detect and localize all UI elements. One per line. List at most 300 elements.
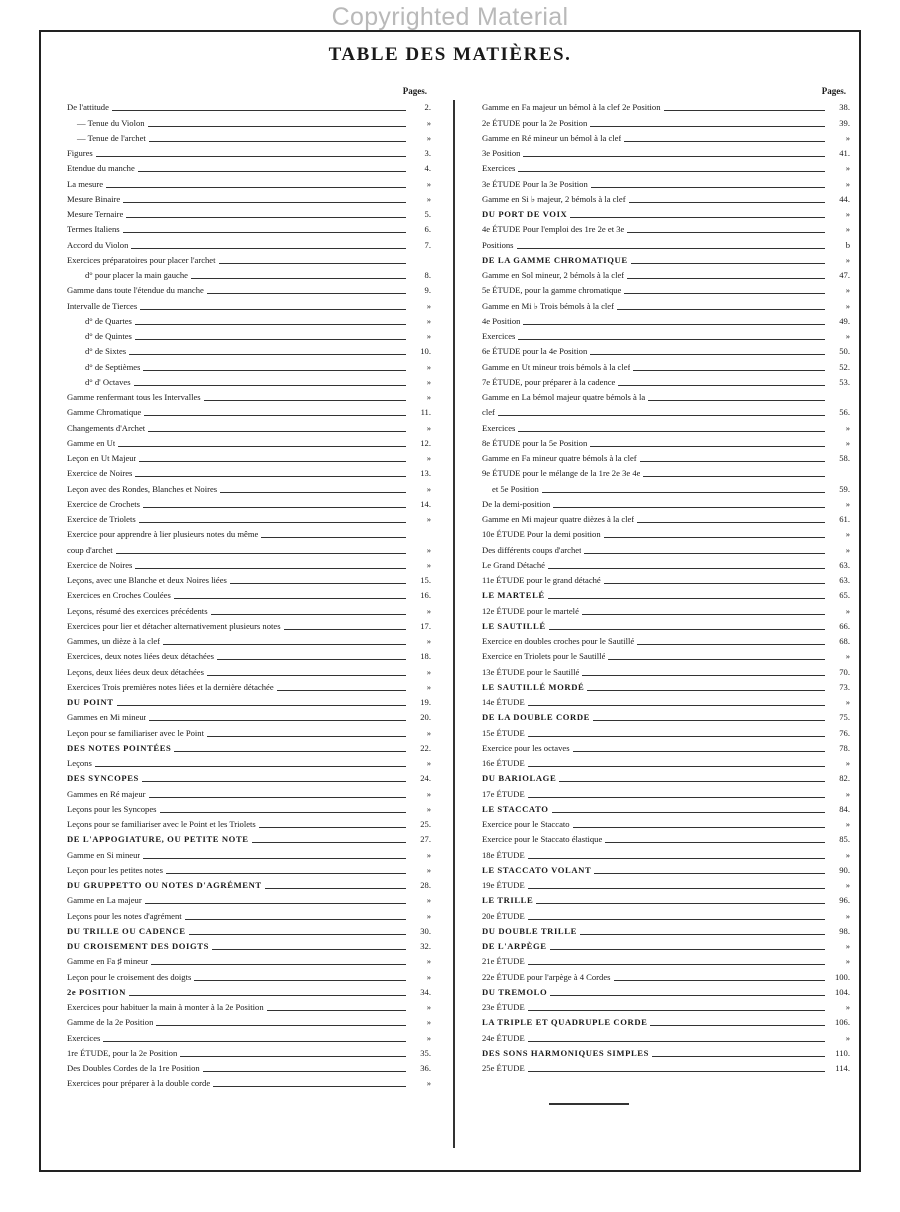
toc-entry — [67, 296, 431, 311]
toc-entry-page: » — [845, 331, 850, 341]
toc-entry-title: 18e ÉTUDE — [482, 849, 525, 860]
dot-leader — [553, 507, 825, 508]
dot-leader — [614, 980, 825, 981]
toc-entry — [67, 1028, 431, 1043]
dot-leader — [116, 553, 406, 554]
dot-leader — [548, 568, 825, 569]
dot-leader — [95, 766, 406, 767]
dot-leader — [284, 629, 406, 630]
toc-entry — [482, 784, 850, 799]
toc-entry-title: Leçons pour les Syncopes — [67, 803, 157, 814]
toc-entry-title: DU GRUPPETTO OU NOTES D'AGRÉMENT — [67, 880, 262, 890]
toc-entry-page: » — [845, 651, 850, 662]
dot-leader — [145, 903, 406, 904]
end-rule — [549, 1103, 629, 1105]
toc-entry-page: 16. — [420, 590, 431, 601]
dot-leader — [217, 659, 406, 660]
toc-entry-title: LE MARTELÉ — [482, 590, 545, 601]
dot-leader — [160, 812, 406, 813]
toc-entry — [67, 647, 431, 662]
toc-entry — [67, 617, 431, 632]
dot-leader — [134, 385, 406, 386]
toc-entry-title: Exercices — [482, 331, 516, 341]
toc-entry-page: » — [426, 514, 431, 524]
toc-entry — [67, 800, 431, 815]
toc-entry-page: » — [426, 864, 431, 875]
toc-entry — [482, 98, 850, 113]
toc-entry-title: Leçons pour les notes d'agrément — [67, 910, 182, 921]
toc-entry-title: Gammes, un dièze à la clef — [67, 636, 161, 646]
toc-entry-page: 65. — [839, 590, 850, 601]
toc-entry — [67, 784, 431, 799]
toc-entry — [67, 983, 431, 998]
toc-entry-title: Mesure Ternaire — [67, 209, 124, 219]
pages-header-left: Pages. — [402, 86, 427, 96]
toc-entry — [482, 434, 850, 449]
toc-entry-title: Leçon pour les petites notes — [67, 864, 163, 875]
dot-leader — [143, 370, 406, 371]
toc-entry-page: 8. — [424, 270, 431, 280]
toc-entry-page: 7. — [424, 239, 431, 250]
toc-entry-title: Leçons, avec une Blanche et deux Noires liées — [67, 575, 227, 585]
toc-column-left — [67, 84, 431, 1089]
toc-entry — [482, 296, 850, 311]
dot-leader — [528, 1010, 825, 1011]
toc-entry — [67, 495, 431, 510]
toc-entry — [67, 174, 431, 189]
toc-entry-title: Gamme renfermant tous les Intervalles — [67, 392, 201, 402]
toc-entry-page: » — [426, 758, 431, 768]
dot-leader — [149, 797, 406, 798]
toc-entry-page: » — [426, 849, 431, 860]
toc-entry-title: LA TRIPLE ET QUADRUPLE CORDE — [482, 1017, 648, 1028]
toc-entry-page: » — [426, 1078, 431, 1089]
toc-entry — [482, 159, 850, 174]
toc-entry — [67, 281, 431, 296]
toc-entry — [67, 556, 431, 571]
toc-entry-page: 85. — [839, 834, 850, 845]
toc-entry — [67, 693, 431, 708]
dot-leader — [207, 675, 406, 676]
toc-entry — [482, 174, 850, 189]
toc-entry-title: La mesure — [67, 178, 104, 189]
toc-entry — [482, 190, 850, 205]
toc-entry-title: 13e ÉTUDE pour le Sautillé — [482, 666, 580, 677]
toc-entry-page: 38. — [839, 102, 850, 113]
dot-leader — [498, 415, 825, 416]
toc-entry-title: Gamme en La majeur — [67, 895, 142, 906]
toc-entry-title: Gammes en Mi mineur — [67, 712, 147, 723]
toc-entry-page: 63. — [839, 575, 850, 585]
dot-leader — [528, 797, 825, 798]
toc-entry-page: 70. — [839, 666, 850, 677]
toc-entry-page: 56. — [839, 407, 850, 418]
toc-entry-page: 75. — [839, 712, 850, 723]
toc-entry-title: Changements d'Archet — [67, 422, 146, 433]
toc-entry-title: Etendue du manche — [67, 163, 135, 174]
dot-leader — [252, 842, 406, 843]
toc-entry-page: » — [426, 178, 431, 189]
toc-entry-title: Gamme en Ré mineur un bémol à la clef — [482, 132, 622, 143]
toc-entry — [482, 693, 850, 708]
toc-entry — [67, 525, 431, 540]
toc-entry-title: Des différents coups d'archet — [482, 544, 582, 555]
dot-leader — [591, 187, 825, 188]
dot-leader — [106, 187, 406, 188]
toc-entry-page: » — [426, 559, 431, 570]
toc-entry-title: clef — [482, 407, 495, 418]
dot-leader — [604, 583, 825, 584]
toc-entry-title: coup d'archet — [67, 544, 113, 555]
toc-entry — [67, 678, 431, 693]
dot-leader — [650, 1025, 825, 1026]
toc-entry-title: 17e ÉTUDE — [482, 788, 525, 799]
toc-entry — [482, 662, 850, 677]
dot-leader — [594, 873, 825, 874]
toc-entry-title: DU DOUBLE TRILLE — [482, 925, 577, 936]
dot-leader — [629, 202, 825, 203]
toc-entry-page: » — [845, 498, 850, 509]
toc-entry-page: » — [845, 697, 850, 707]
toc-entry — [67, 815, 431, 830]
dot-leader — [265, 888, 406, 889]
toc-entry-title: d° de Septièmes — [85, 361, 141, 372]
toc-entry-page: » — [426, 971, 431, 982]
dot-leader — [123, 232, 406, 233]
toc-entry — [482, 586, 850, 601]
toc-entry — [67, 708, 431, 723]
dot-leader — [584, 553, 825, 554]
toc-entry-page: » — [426, 681, 431, 692]
toc-entry-page: 106. — [834, 1017, 850, 1028]
toc-entry-page: » — [845, 437, 850, 448]
toc-entry — [67, 937, 431, 952]
dot-leader — [631, 263, 825, 264]
toc-entry-page: » — [426, 392, 431, 402]
dot-leader — [230, 583, 406, 584]
toc-entry-page: 19. — [420, 697, 431, 707]
toc-entry-title: 10e ÉTUDE Pour la demi position — [482, 529, 601, 540]
dot-leader — [608, 659, 825, 660]
toc-entry-title: Positions — [482, 239, 514, 250]
toc-entry-title: Accord du Violon — [67, 239, 129, 250]
dot-leader — [207, 293, 406, 294]
toc-entry-title: DES NOTES POINTÉES — [67, 742, 172, 753]
toc-entry-title: 2e ÉTUDE pour la 2e Position — [482, 117, 588, 128]
toc-entry — [67, 205, 431, 220]
dot-leader — [570, 217, 825, 218]
toc-entry-page: 96. — [839, 895, 850, 906]
toc-entry-title: DE LA GAMME CHROMATIQUE — [482, 254, 628, 265]
toc-entry — [67, 952, 431, 967]
toc-entry-page: 49. — [839, 315, 850, 326]
toc-entry-title: DE L'ARPÈGE — [482, 941, 547, 951]
dot-leader — [640, 461, 825, 462]
column-divider — [453, 100, 455, 1148]
toc-entry — [67, 1013, 431, 1028]
toc-entry-page: 98. — [839, 925, 850, 936]
dot-leader — [220, 492, 406, 493]
toc-entry-page: 90. — [839, 864, 850, 875]
dot-leader — [528, 736, 825, 737]
toc-entry-page: » — [426, 376, 431, 387]
dot-leader — [207, 736, 406, 737]
dot-leader — [637, 522, 825, 523]
toc-entry-title: 4e Position — [482, 315, 521, 326]
dot-leader — [590, 446, 825, 447]
toc-entry-page: » — [845, 300, 850, 311]
toc-entry-title: 22e ÉTUDE pour l'arpège à 4 Cordes — [482, 971, 611, 982]
toc-column-right — [482, 84, 850, 1074]
toc-entry — [482, 739, 850, 754]
dot-leader — [140, 309, 406, 310]
toc-entry — [482, 235, 850, 250]
dot-leader — [117, 705, 406, 706]
toc-entry-title: d° de Quintes — [85, 331, 132, 341]
toc-entry — [67, 434, 431, 449]
toc-entry-title: — Tenue du Violon — [77, 117, 145, 128]
dot-leader — [143, 858, 406, 859]
dot-leader — [135, 568, 406, 569]
toc-entry — [482, 800, 850, 815]
toc-entry-title: DES SONS HARMONIQUES SIMPLES — [482, 1047, 649, 1058]
dot-leader — [582, 614, 825, 615]
dot-leader — [542, 492, 825, 493]
toc-entry-page: 15. — [420, 575, 431, 585]
toc-entry-page: 4. — [424, 163, 431, 174]
toc-entry-page: » — [845, 178, 850, 189]
toc-entry-title: LE STACCATO — [482, 803, 549, 814]
toc-entry-page: 84. — [839, 803, 850, 814]
dot-leader — [518, 171, 825, 172]
toc-entry-title: 4e ÉTUDE Pour l'emploi des 1re 2e et 3e — [482, 224, 625, 235]
dot-leader — [652, 1056, 825, 1057]
dot-leader — [131, 248, 406, 249]
toc-entry-title: Gamme en Fa majeur un bémol à la clef 2e Position — [482, 102, 661, 113]
toc-entry-title: 24e ÉTUDE — [482, 1032, 525, 1043]
toc-entry-title: Exercices préparatoires pour placer l'archet — [67, 254, 216, 265]
dot-leader — [593, 720, 825, 721]
toc-entry — [482, 967, 850, 982]
dot-leader — [135, 476, 406, 477]
toc-entry-title: 19e ÉTUDE — [482, 880, 525, 890]
dot-leader — [550, 949, 825, 950]
toc-entry-title: 3e ÉTUDE Pour la 3e Position — [482, 178, 588, 189]
toc-entry-page: 76. — [839, 727, 850, 738]
dot-leader — [135, 339, 406, 340]
dot-leader — [643, 476, 825, 477]
dot-leader — [203, 1071, 406, 1072]
pages-header-right: Pages. — [821, 86, 846, 96]
toc-entry — [482, 1059, 850, 1074]
toc-entry-title: 15e ÉTUDE — [482, 727, 525, 738]
toc-entry-page: » — [426, 910, 431, 921]
dot-leader — [624, 293, 825, 294]
toc-entry — [67, 266, 431, 281]
dot-leader — [219, 263, 406, 264]
toc-entry — [67, 540, 431, 555]
toc-entry-page: » — [426, 422, 431, 433]
toc-entry-page: » — [426, 1002, 431, 1012]
toc-entry — [482, 373, 850, 388]
toc-entry-page: 63. — [839, 559, 850, 570]
toc-entry — [67, 891, 431, 906]
toc-entry-page: » — [426, 117, 431, 128]
toc-entry-title: Exercice en doubles croches pour le Sautillé — [482, 636, 635, 646]
dot-leader — [518, 431, 825, 432]
toc-entry-title: Exercice de Crochets — [67, 498, 141, 509]
toc-entry-page: » — [845, 758, 850, 768]
toc-entry-title: d° pour placer la main gauche — [85, 270, 188, 280]
toc-entry — [482, 571, 850, 586]
toc-entry — [67, 464, 431, 479]
dot-leader — [624, 141, 825, 142]
dot-leader — [144, 415, 406, 416]
toc-entry-title: d° d' Octaves — [85, 376, 131, 387]
toc-entry-title: Gamme Chromatique — [67, 407, 142, 418]
toc-entry — [67, 312, 431, 327]
toc-entry-title: Le Grand Détaché — [482, 559, 545, 570]
toc-entry — [482, 906, 850, 921]
dot-leader — [166, 873, 406, 874]
toc-entry — [67, 1074, 431, 1089]
toc-entry-title: 3e Position — [482, 148, 521, 158]
dot-leader — [126, 217, 406, 218]
toc-entry — [482, 113, 850, 128]
toc-entry-title: Gamme en Fa ♯ mineur — [67, 956, 149, 967]
toc-entry — [482, 205, 850, 220]
toc-entry — [482, 556, 850, 571]
toc-entry-title: Gamme en Ut — [67, 437, 116, 448]
toc-entry — [67, 845, 431, 860]
toc-entry-page: » — [426, 605, 431, 616]
toc-entry — [482, 418, 850, 433]
toc-entry-title: DU CROISEMENT DES DOIGTS — [67, 941, 209, 951]
toc-entry — [482, 1028, 850, 1043]
toc-entry — [482, 403, 850, 418]
toc-entry-page: » — [426, 483, 431, 494]
toc-entry-page: » — [845, 880, 850, 890]
dot-leader — [573, 827, 825, 828]
toc-entry-title: Exercice pour apprendre à lier plusieurs notes du même — [67, 529, 259, 540]
toc-entry — [67, 418, 431, 433]
dot-leader — [194, 980, 406, 981]
toc-entry — [482, 952, 850, 967]
toc-entry-title: 12e ÉTUDE pour le martelé — [482, 605, 579, 616]
dot-leader — [212, 949, 406, 950]
toc-entry-page: 68. — [839, 636, 850, 646]
toc-entry-title: DU PORT DE VOIX — [482, 209, 568, 219]
dot-leader — [139, 522, 406, 523]
dot-leader — [204, 400, 406, 401]
toc-entry-page: 12. — [420, 437, 431, 448]
toc-entry — [482, 449, 850, 464]
toc-entry — [482, 129, 850, 144]
toc-entry — [482, 464, 850, 479]
toc-entry-page: 14. — [420, 498, 431, 509]
dot-leader — [590, 126, 825, 127]
toc-entry — [67, 861, 431, 876]
dot-leader — [552, 812, 825, 813]
toc-entry-title: 5e ÉTUDE, pour la gamme chromatique — [482, 285, 622, 296]
toc-entry-page: 53. — [839, 376, 850, 387]
toc-entry-title: Leçon pour se familiariser avec le Point — [67, 727, 204, 738]
dot-leader — [549, 629, 825, 630]
toc-entry-page: » — [426, 453, 431, 463]
toc-entry-page: » — [845, 285, 850, 296]
toc-entry-title: Exercice pour le Staccato élastique — [482, 834, 603, 845]
toc-entry-page: 10. — [420, 346, 431, 357]
toc-entry-title: 16e ÉTUDE — [482, 758, 525, 768]
dot-leader — [213, 1086, 406, 1087]
toc-entry — [67, 388, 431, 403]
toc-entry-title: Exercices en Croches Coulées — [67, 590, 171, 601]
toc-list-right — [482, 98, 850, 1074]
toc-entry — [482, 251, 850, 266]
dot-leader — [548, 598, 825, 599]
toc-entry — [482, 754, 850, 769]
toc-entry-page: » — [845, 819, 850, 829]
toc-entry — [482, 922, 850, 937]
toc-entry-title: Figures — [67, 148, 93, 158]
toc-entry — [67, 769, 431, 784]
dot-leader — [604, 537, 825, 538]
dot-leader — [523, 324, 825, 325]
toc-entry-page: » — [845, 1032, 850, 1043]
toc-entry-title: Leçon pour le croisement des doigts — [67, 971, 192, 982]
toc-entry-page: 44. — [839, 193, 850, 204]
toc-entry-title: et 5e Position — [492, 483, 539, 494]
dot-leader — [149, 720, 406, 721]
toc-entry-page: 39. — [839, 117, 850, 128]
toc-entry-page: » — [845, 132, 850, 143]
toc-entry — [482, 479, 850, 494]
toc-entry-page: » — [426, 544, 431, 555]
toc-entry — [67, 998, 431, 1013]
toc-entry — [67, 251, 431, 266]
toc-entry-title: 9e ÉTUDE pour le mélange de la 1re 2e 3e 4e — [482, 468, 641, 479]
toc-entry-title: 11e ÉTUDE pour le grand détaché — [482, 575, 601, 585]
toc-entry — [482, 830, 850, 845]
toc-entry-page: » — [426, 132, 431, 143]
toc-entry-page: 27. — [420, 834, 431, 845]
dot-leader — [648, 400, 825, 401]
toc-entry — [482, 617, 850, 632]
toc-entry — [67, 449, 431, 464]
toc-entry-page: 25. — [420, 819, 431, 829]
toc-entry-title: LE STACCATO VOLANT — [482, 864, 592, 875]
toc-entry-title: Gamme de la 2e Position — [67, 1017, 154, 1028]
toc-entry — [482, 998, 850, 1013]
toc-entry-page: 35. — [420, 1047, 431, 1058]
toc-entry-page: » — [845, 163, 850, 174]
toc-entry-title: Gamme en Mi ♭ Trois bémols à la clef — [482, 300, 614, 311]
toc-entry — [67, 190, 431, 205]
dot-leader — [191, 278, 406, 279]
toc-entry-title: DE LA DOUBLE CORDE — [482, 712, 590, 723]
toc-entry-page: » — [426, 895, 431, 906]
toc-entry — [482, 876, 850, 891]
toc-entry — [67, 1059, 431, 1074]
toc-entry — [482, 144, 850, 159]
toc-entry-title: Exercices Trois premières notes liées et la dernière détachée — [67, 681, 274, 692]
dot-leader — [129, 995, 406, 996]
toc-entry — [482, 861, 850, 876]
toc-entry — [67, 967, 431, 982]
toc-entry-page: » — [845, 910, 850, 921]
toc-entry-page: » — [845, 422, 850, 433]
toc-entry — [482, 327, 850, 342]
